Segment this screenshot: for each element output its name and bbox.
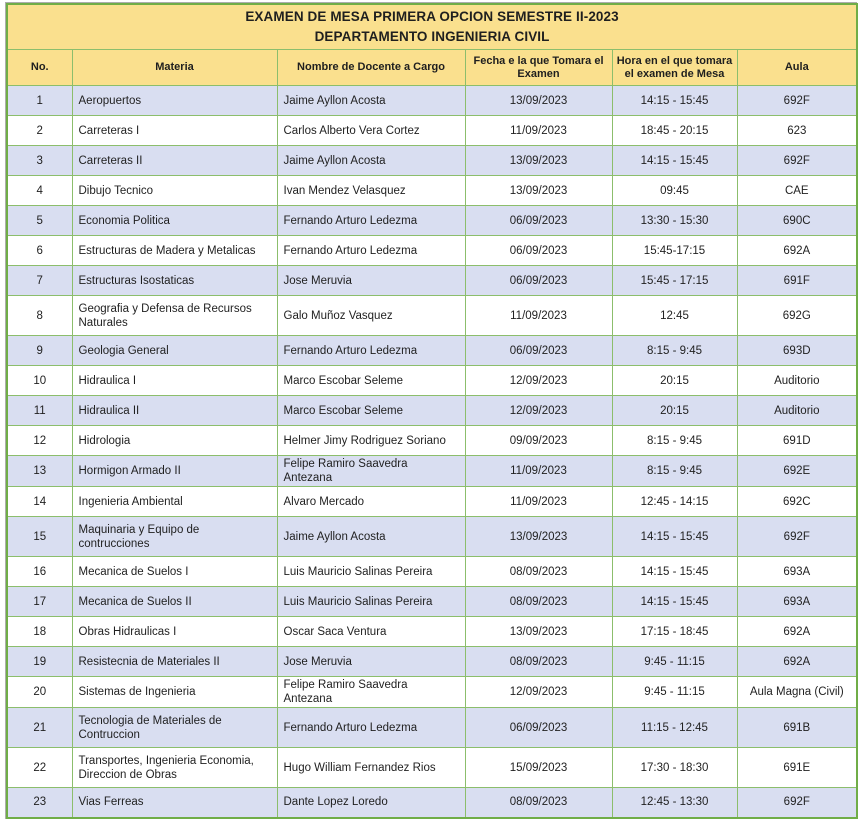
cell-materia: Ingenieria Ambiental <box>72 487 277 517</box>
cell-materia: Geologia General <box>72 336 277 366</box>
cell-materia: Sistemas de Ingenieria <box>72 677 277 708</box>
exam-table-frame <box>5 2 857 819</box>
cell-aula: 691D <box>737 426 857 456</box>
cell-hora: 20:15 <box>612 396 737 426</box>
cell-fecha: 13/09/2023 <box>465 517 612 557</box>
cell-docente: Felipe Ramiro Saavedra Antezana <box>277 677 465 708</box>
cell-no: 16 <box>7 557 72 587</box>
cell-docente: Jose Meruvia <box>277 647 465 677</box>
table-row <box>7 206 857 236</box>
cell-materia: Hidrologia <box>72 426 277 456</box>
cell-aula: 690C <box>737 206 857 236</box>
cell-hora: 12:45 <box>612 296 737 336</box>
cell-materia: Hidraulica I <box>72 366 277 396</box>
table-row <box>7 86 857 116</box>
cell-fecha: 06/09/2023 <box>465 708 612 748</box>
cell-docente: Hugo William Fernandez Rios <box>277 748 465 788</box>
cell-docente: Dante Lopez Loredo <box>277 788 465 818</box>
cell-no: 11 <box>7 396 72 426</box>
cell-no: 13 <box>7 456 72 487</box>
cell-hora: 12:45 - 13:30 <box>612 788 737 818</box>
table-row <box>7 487 857 517</box>
cell-fecha: 08/09/2023 <box>465 557 612 587</box>
cell-hora: 20:15 <box>612 366 737 396</box>
cell-no: 9 <box>7 336 72 366</box>
table-row <box>7 266 857 296</box>
cell-fecha: 12/09/2023 <box>465 366 612 396</box>
cell-aula: Auditorio <box>737 396 857 426</box>
title-line-2: DEPARTAMENTO INGENIERIA CIVIL <box>314 29 550 44</box>
cell-aula: 691B <box>737 708 857 748</box>
table-row <box>7 647 857 677</box>
cell-no: 7 <box>7 266 72 296</box>
cell-fecha: 08/09/2023 <box>465 647 612 677</box>
cell-fecha: 11/09/2023 <box>465 487 612 517</box>
table-row <box>7 788 857 818</box>
cell-docente: Marco Escobar Seleme <box>277 396 465 426</box>
cell-hora: 11:15 - 12:45 <box>612 708 737 748</box>
table-row <box>7 456 857 487</box>
table-row <box>7 146 857 176</box>
cell-materia: Hidraulica II <box>72 396 277 426</box>
exam-table-body <box>7 86 857 818</box>
cell-materia: Resistecnia de Materiales II <box>72 647 277 677</box>
table-row <box>7 176 857 206</box>
cell-docente: Jaime Ayllon Acosta <box>277 517 465 557</box>
cell-hora: 14:15 - 15:45 <box>612 517 737 557</box>
cell-aula: 692F <box>737 517 857 557</box>
cell-materia: Transportes, Ingenieria Economia, Direccion de Obras <box>72 748 277 788</box>
table-title <box>7 4 857 50</box>
cell-materia: Economia Politica <box>72 206 277 236</box>
table-row <box>7 748 857 788</box>
cell-aula: 692G <box>737 296 857 336</box>
cell-materia: Carreteras II <box>72 146 277 176</box>
cell-docente: Luis Mauricio Salinas Pereira <box>277 587 465 617</box>
cell-hora: 8:15 - 9:45 <box>612 426 737 456</box>
cell-materia: Maquinaria y Equipo de contrucciones <box>72 517 277 557</box>
title-row <box>7 4 857 50</box>
cell-aula: 692C <box>737 487 857 517</box>
table-row <box>7 396 857 426</box>
cell-no: 3 <box>7 146 72 176</box>
column-header-materia: Materia <box>72 50 277 86</box>
cell-fecha: 13/09/2023 <box>465 146 612 176</box>
cell-docente: Luis Mauricio Salinas Pereira <box>277 557 465 587</box>
cell-no: 23 <box>7 788 72 818</box>
cell-aula: Auditorio <box>737 366 857 396</box>
cell-fecha: 13/09/2023 <box>465 176 612 206</box>
cell-fecha: 06/09/2023 <box>465 206 612 236</box>
cell-aula: 692E <box>737 456 857 487</box>
table-row <box>7 116 857 146</box>
table-row <box>7 336 857 366</box>
cell-aula: 692A <box>737 647 857 677</box>
cell-docente: Carlos Alberto Vera Cortez <box>277 116 465 146</box>
cell-docente: Jaime Ayllon Acosta <box>277 146 465 176</box>
cell-hora: 9:45 - 11:15 <box>612 677 737 708</box>
table-row <box>7 296 857 336</box>
cell-no: 2 <box>7 116 72 146</box>
cell-fecha: 06/09/2023 <box>465 336 612 366</box>
cell-materia: Mecanica de Suelos II <box>72 587 277 617</box>
cell-no: 15 <box>7 517 72 557</box>
cell-no: 8 <box>7 296 72 336</box>
cell-docente: Jose Meruvia <box>277 266 465 296</box>
cell-fecha: 09/09/2023 <box>465 426 612 456</box>
table-row <box>7 426 857 456</box>
cell-fecha: 11/09/2023 <box>465 456 612 487</box>
cell-materia: Geografia y Defensa de Recursos Naturales <box>72 296 277 336</box>
exam-schedule-table <box>6 3 858 819</box>
cell-aula: 693D <box>737 336 857 366</box>
column-header-no: No. <box>7 50 72 86</box>
cell-docente: Jaime Ayllon Acosta <box>277 86 465 116</box>
table-row <box>7 587 857 617</box>
cell-no: 6 <box>7 236 72 266</box>
cell-fecha: 13/09/2023 <box>465 86 612 116</box>
cell-materia: Dibujo Tecnico <box>72 176 277 206</box>
cell-no: 10 <box>7 366 72 396</box>
cell-no: 1 <box>7 86 72 116</box>
table-row <box>7 366 857 396</box>
cell-fecha: 15/09/2023 <box>465 748 612 788</box>
cell-hora: 14:15 - 15:45 <box>612 587 737 617</box>
cell-aula: 692F <box>737 788 857 818</box>
cell-materia: Vias Ferreas <box>72 788 277 818</box>
cell-docente: Fernando Arturo Ledezma <box>277 206 465 236</box>
table-row <box>7 557 857 587</box>
column-header-docente: Nombre de Docente a Cargo <box>277 50 465 86</box>
cell-fecha: 08/09/2023 <box>465 587 612 617</box>
table-row <box>7 236 857 266</box>
cell-docente: Fernando Arturo Ledezma <box>277 708 465 748</box>
cell-docente: Felipe Ramiro Saavedra Antezana <box>277 456 465 487</box>
cell-docente: Marco Escobar Seleme <box>277 366 465 396</box>
cell-fecha: 13/09/2023 <box>465 617 612 647</box>
cell-hora: 14:15 - 15:45 <box>612 146 737 176</box>
cell-no: 17 <box>7 587 72 617</box>
cell-fecha: 11/09/2023 <box>465 116 612 146</box>
cell-no: 18 <box>7 617 72 647</box>
cell-docente: Oscar Saca Ventura <box>277 617 465 647</box>
cell-hora: 17:30 - 18:30 <box>612 748 737 788</box>
column-header-aula: Aula <box>737 50 857 86</box>
cell-hora: 8:15 - 9:45 <box>612 456 737 487</box>
cell-no: 21 <box>7 708 72 748</box>
cell-aula: 693A <box>737 557 857 587</box>
cell-hora: 8:15 - 9:45 <box>612 336 737 366</box>
cell-hora: 17:15 - 18:45 <box>612 617 737 647</box>
cell-aula: 691E <box>737 748 857 788</box>
cell-aula: 692F <box>737 86 857 116</box>
cell-docente: Ivan Mendez Velasquez <box>277 176 465 206</box>
cell-hora: 18:45 - 20:15 <box>612 116 737 146</box>
cell-aula: 692A <box>737 236 857 266</box>
cell-hora: 13:30 - 15:30 <box>612 206 737 236</box>
cell-no: 19 <box>7 647 72 677</box>
cell-hora: 12:45 - 14:15 <box>612 487 737 517</box>
cell-materia: Aeropuertos <box>72 86 277 116</box>
cell-materia: Estructuras de Madera y Metalicas <box>72 236 277 266</box>
cell-hora: 14:15 - 15:45 <box>612 557 737 587</box>
cell-aula: 693A <box>737 587 857 617</box>
column-header-row <box>7 50 857 86</box>
cell-hora: 15:45-17:15 <box>612 236 737 266</box>
cell-materia: Hormigon Armado II <box>72 456 277 487</box>
cell-docente: Fernando Arturo Ledezma <box>277 236 465 266</box>
cell-docente: Galo Muñoz Vasquez <box>277 296 465 336</box>
cell-aula: 623 <box>737 116 857 146</box>
cell-materia: Tecnologia de Materiales de Contruccion <box>72 708 277 748</box>
cell-aula: 691F <box>737 266 857 296</box>
table-row <box>7 517 857 557</box>
cell-fecha: 12/09/2023 <box>465 396 612 426</box>
table-row <box>7 617 857 647</box>
cell-no: 22 <box>7 748 72 788</box>
cell-no: 20 <box>7 677 72 708</box>
cell-fecha: 06/09/2023 <box>465 236 612 266</box>
cell-aula: CAE <box>737 176 857 206</box>
cell-aula: 692F <box>737 146 857 176</box>
cell-aula: 692A <box>737 617 857 647</box>
cell-fecha: 12/09/2023 <box>465 677 612 708</box>
cell-materia: Carreteras I <box>72 116 277 146</box>
cell-aula: Aula Magna (Civil) <box>737 677 857 708</box>
table-row <box>7 677 857 708</box>
cell-no: 14 <box>7 487 72 517</box>
cell-no: 4 <box>7 176 72 206</box>
cell-fecha: 08/09/2023 <box>465 788 612 818</box>
table-row <box>7 708 857 748</box>
cell-docente: Alvaro Mercado <box>277 487 465 517</box>
cell-hora: 15:45 - 17:15 <box>612 266 737 296</box>
column-header-fecha: Fecha e la que Tomara el Examen <box>465 50 612 86</box>
cell-hora: 9:45 - 11:15 <box>612 647 737 677</box>
cell-fecha: 06/09/2023 <box>465 266 612 296</box>
title-line-1: EXAMEN DE MESA PRIMERA OPCION SEMESTRE II-2023 <box>245 9 619 24</box>
cell-docente: Helmer Jimy Rodriguez Soriano <box>277 426 465 456</box>
cell-materia: Obras Hidraulicas I <box>72 617 277 647</box>
cell-docente: Fernando Arturo Ledezma <box>277 336 465 366</box>
cell-materia: Mecanica de Suelos I <box>72 557 277 587</box>
cell-no: 5 <box>7 206 72 236</box>
cell-hora: 09:45 <box>612 176 737 206</box>
cell-materia: Estructuras Isostaticas <box>72 266 277 296</box>
cell-no: 12 <box>7 426 72 456</box>
cell-fecha: 11/09/2023 <box>465 296 612 336</box>
column-header-hora: Hora en el que tomara el examen de Mesa <box>612 50 737 86</box>
cell-hora: 14:15 - 15:45 <box>612 86 737 116</box>
